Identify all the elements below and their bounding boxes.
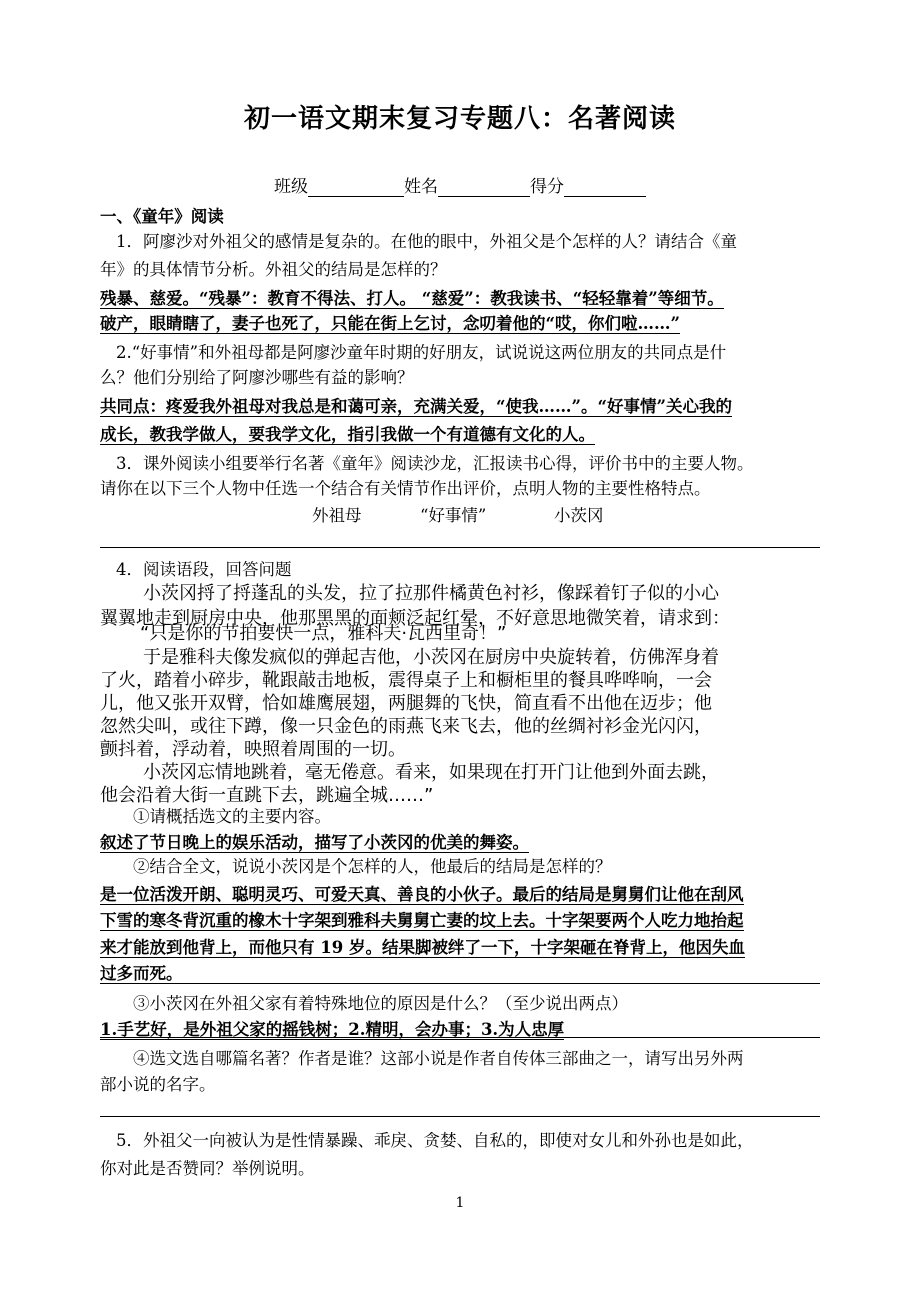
passage-line: 于是雅科夫像发疯似的弹起吉他，小茨冈在厨房中央旋转着，仿佛浑身着	[143, 647, 719, 668]
page-number: 1	[455, 1195, 465, 1211]
student-info-row	[0, 172, 920, 197]
passage-line: 小茨冈捋了捋蓬乱的头发，拉了拉那件橘黄色衬衫，像踩着钉子似的小心	[143, 583, 719, 604]
score-blank[interactable]	[564, 178, 646, 197]
answer-2-line-1: 共同点：疼爱我外祖母对我总是和蔼可亲，充满关爱，“使我……”。“好事情”关心我的	[100, 397, 732, 416]
passage-line: 小茨冈忘情地跳着，毫无倦意。看来，如果现在打开门让他到外面去跳，	[143, 762, 719, 783]
sub-answer-2-line: 下雪的寒冬背沉重的橡木十字架到雅科夫舅舅亡妻的坟上去。十字架要两个人吃力地抬起	[100, 911, 744, 930]
question-2-line-2: 么？他们分别给了阿廖沙哪些有益的影响？	[100, 368, 414, 387]
question-5-line-2: 你对此是否赞同？举例说明。	[100, 1159, 315, 1178]
score-label: 得分	[530, 177, 564, 197]
question-4-intro: 4．阅读语段，回答问题	[116, 560, 292, 579]
passage-line: 翼翼地走到厨房中央，他那黑黑的面颊泛起红晕，不好意思地微笑着，请求到：	[100, 608, 730, 629]
sub-question-3: ③小茨冈在外祖父家有着特殊地位的原因是什么？（至少说出两点）	[133, 994, 628, 1013]
character-choice-2: “好事情”	[420, 506, 487, 525]
character-choice-3: 小茨冈	[554, 506, 604, 525]
passage-line: 儿，他又张开双臂，恰如雄鹰展翅，两腿舞的飞快，简直看不出他在迈步；他	[100, 693, 712, 714]
question-1-line-2: 年》的具体情节分析。外祖父的结局是怎样的？	[100, 260, 447, 279]
sub-question-4-line-2: 部小说的名字。	[100, 1075, 216, 1094]
answer-1-line-1: 残暴、慈爱。“残暴”：教育不得法、打人。 “慈爱”：教我读书、“轻轻靠着”等细节。	[100, 289, 724, 308]
question-5-line-1: 5．外祖父一向被认为是性情暴躁、乖戾、贪婪、自私的，即使对女儿和外孙也是如此，	[116, 1131, 754, 1150]
question-2-line-1: 2.“好事情”和外祖母都是阿廖沙童年时期的好朋友，试说说这两位朋友的共同点是什	[116, 343, 727, 362]
sub-answer-2-line: 过多而死。	[100, 964, 183, 983]
passage-line: 了火，踏着小碎步，靴跟敲击地板，震得桌子上和橱柜里的餐具哗哗响，一会	[100, 670, 712, 691]
name-label: 姓名	[404, 177, 438, 197]
character-choice-1: 外祖母	[312, 506, 362, 525]
sub-question-2: ②结合全文，说说小茨冈是个怎样的人，他最后的结局是怎样的？	[133, 857, 612, 876]
sub-question-1: ①请概括选文的主要内容。	[133, 807, 331, 826]
answer-line	[100, 1037, 820, 1038]
answer-line	[100, 547, 820, 548]
page-title: 初一语文期末复习专题八：名著阅读	[243, 104, 676, 134]
class-blank[interactable]	[308, 178, 404, 197]
sub-answer-3: 1.手艺好，是外祖父家的摇钱树；2.精明，会办事；3.为人忠厚	[100, 1020, 565, 1039]
answer-1-line-2: 破产，眼睛瞎了，妻子也死了，只能在街上乞讨，念叨着他的“哎，你们啦……”	[100, 314, 680, 333]
class-label: 班级	[274, 177, 308, 197]
sub-answer-1: 叙述了节日晚上的娱乐活动，描写了小茨冈的优美的舞姿。	[100, 833, 529, 852]
sub-answer-2-line: 来才能放到他背上，而他只有 19 岁。结果脚被绊了一下，十字架砸在脊背上，他因失血	[100, 938, 745, 957]
sub-answer-2-line: 是一位活泼开朗、聪明灵巧、可爱天真、善良的小伙子。最后的结局是舅舅们让他在刮风	[100, 885, 744, 904]
sub-question-4-line-1: ④选文选自哪篇名著？作者是谁？这部小说是作者自传体三部曲之一，请写出另外两	[133, 1049, 744, 1068]
question-3-line-2: 请你在以下三个人物中任选一个结合有关情节作出评价，点明人物的主要性格特点。	[100, 479, 711, 498]
passage-line: 他会沿着大街一直跳下去，跳遍全城……”	[100, 785, 434, 806]
answer-2-line-2: 成长，教我学做人，要我学文化，指引我做一个有道德有文化的人。	[100, 425, 595, 444]
passage-line: “只是你的节拍要快一点，雅科夫·瓦西里奇！”	[140, 623, 507, 644]
question-3-line-1: 3．课外阅读小组要举行名著《童年》阅读沙龙，汇报读书心得，评价书中的主要人物。	[116, 454, 754, 473]
name-blank[interactable]	[438, 178, 530, 197]
passage-line: 颤抖着，浮动着，映照着周围的一切。	[100, 739, 406, 760]
passage-line: 忽然尖叫，或往下蹲，像一只金色的雨燕飞来飞去，他的丝绸衬衫金光闪闪，	[100, 716, 712, 737]
answer-line	[100, 1116, 820, 1117]
section-heading: 一、《童年》阅读	[100, 207, 224, 226]
answer-line	[100, 983, 820, 984]
question-1-line-1: 1．阿廖沙对外祖父的感情是复杂的。在他的眼中，外祖父是个怎样的人？请结合《童	[116, 232, 737, 251]
